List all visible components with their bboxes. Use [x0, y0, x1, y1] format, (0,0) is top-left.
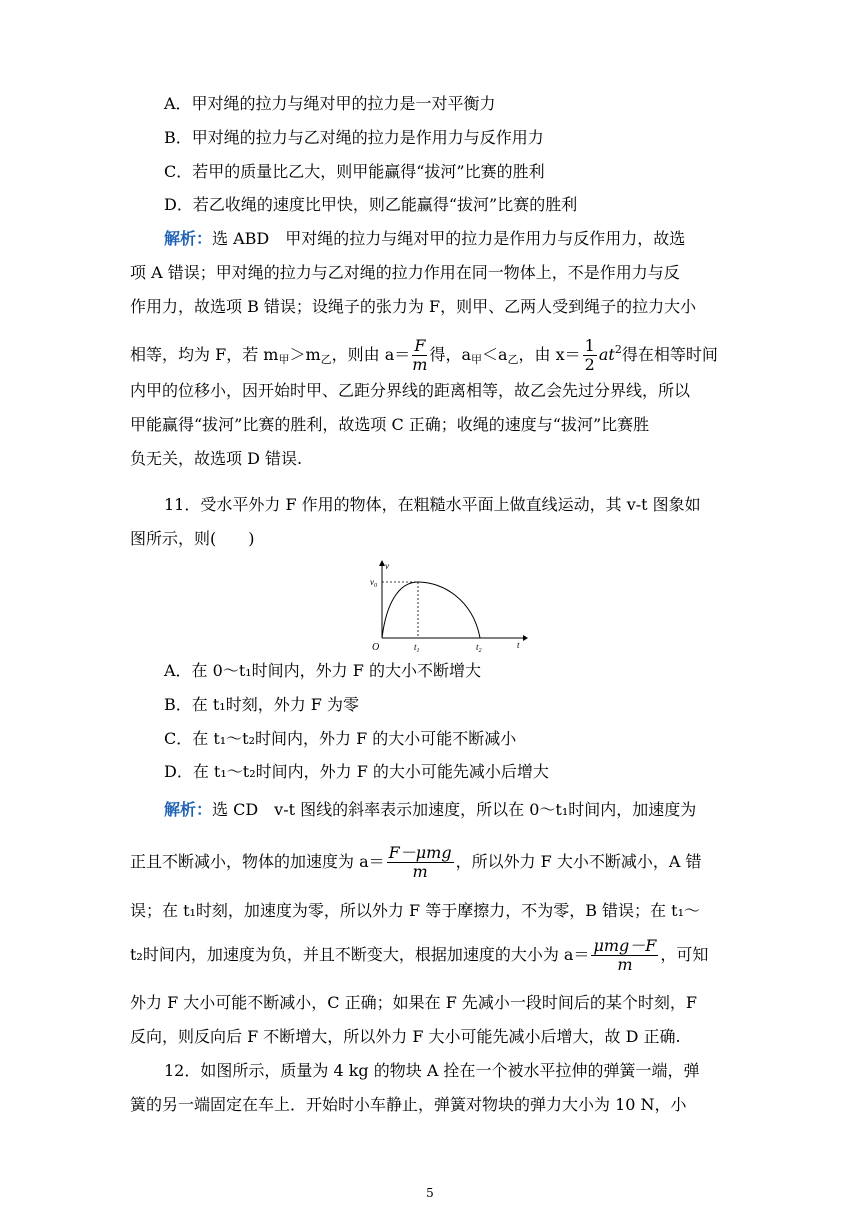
- q11-analysis-line-1: 解析：选 CD v-t 图线的斜率表示加速度，所以在 0～t₁时间内，加速度为: [164, 800, 697, 819]
- fraction-accel-1: $\frac{\text{F－μmg}}{m}$: [388, 843, 452, 881]
- t1-label: $t_1$: [414, 642, 420, 654]
- q10-option-a: A．甲对绳的拉力与绳对甲的拉力是一对平衡力: [164, 94, 496, 113]
- q11-analysis-line-5: 外力 F 大小可能不断减小，C 正确；如果在 F 先减小一段时间后的某个时刻，F: [130, 993, 697, 1012]
- page-number: 5: [426, 1186, 434, 1200]
- fraction-accel-2: $\frac{\text{μmg－F}}{m}$: [593, 936, 657, 974]
- q10-analysis-line-4: 相等，均为 F，若 $m_甲>m_乙$，则由 a＝ $\frac{F}{m}$ 得，$a_甲<a_乙$，由 x＝ $\frac{1}{2}$ $at^2$得在相等时间: [130, 336, 718, 374]
- q11-option-b: B．在 t₁时刻，外力 F 为零: [164, 695, 359, 714]
- q11-analysis-line-4: t₂时间内，加速度为负，并且不断变大，根据加速度的大小为 a＝ $\frac{\text{μmg－F}}{m}$ ，可知: [130, 936, 709, 974]
- q10-analysis-line-6: 甲能赢得“拔河”比赛的胜利，故选项 C 正确；收绳的速度与“拔河”比赛胜: [130, 415, 650, 434]
- t2-label: $t_2$: [476, 642, 482, 654]
- t-axis-label: t: [517, 640, 520, 650]
- q11-stem-line-1: 11．受水平外力 F 作用的物体，在粗糙水平面上做直线运动，其 v-t 图象如: [164, 495, 701, 514]
- q10-analysis-line-5: 内甲的位移小，因开始时甲、乙距分界线的距离相等，故乙会先过分界线，所以: [130, 381, 691, 400]
- q11-analysis-line-2: 正且不断减小，物体的加速度为 a＝ $\frac{\text{F－μmg}}{m}$ ，所以外力 F 大小不断减小，A 错: [130, 843, 702, 881]
- q11-analysis-line-3: 误；在 t₁时刻，加速度为零，所以外力 F 等于摩擦力，不为零，B 错误；在 t₁～: [130, 901, 700, 920]
- q10-option-c: C．若甲的质量比乙大，则甲能赢得“拔河”比赛的胜利: [164, 162, 545, 181]
- q10-analysis-line-2: 项 A 错误；甲对绳的拉力与乙对绳的拉力作用在同一物体上，不是作用力与反: [130, 263, 680, 282]
- origin-label: O: [372, 642, 380, 653]
- q11-option-c: C．在 t₁～t₂时间内，外力 F 的大小可能不断减小: [164, 729, 517, 748]
- q10-option-b: B．甲对绳的拉力与乙对绳的拉力是作用力与反作用力: [164, 128, 544, 147]
- q10-analysis-line-1: [164, 229, 685, 249]
- fraction-one-half: $\frac{1}{2}$: [584, 336, 595, 374]
- q10-analysis-line-7: 负无关，故选项 D 错误.: [130, 449, 303, 468]
- q10-analysis-text: 选 ABD 甲对绳的拉力与绳对甲的拉力是作用力与反作用力，故选: [212, 229, 686, 248]
- analysis-label: 解析：: [164, 800, 213, 819]
- q11-stem-line-2: 图所示，则( ): [130, 529, 255, 548]
- v-axis-label: v: [385, 561, 389, 571]
- t-axis-arrow: [523, 635, 528, 641]
- analysis-label: 解析：: [164, 229, 213, 248]
- q12-line-1: 12．如图所示，质量为 4 kg 的物块 A 拴在一个被水平拉伸的弹簧一端，弹: [164, 1061, 700, 1080]
- q10-analysis-line-3: 作用力，故选项 B 错误；设绳子的张力为 F，则甲、乙两人受到绳子的拉力大小: [130, 297, 697, 316]
- fraction-f-over-m: $\frac{F}{m}$: [412, 336, 428, 374]
- q10-option-d: D．若乙收绳的速度比甲快，则乙能赢得“拔河”比赛的胜利: [164, 195, 578, 214]
- q12-line-2: 簧的另一端固定在车上．开始时小车静止，弹簧对物块的弹力大小为 10 N，小: [130, 1095, 687, 1114]
- q11-analysis-line-6: 反向，则反向后 F 不断增大，所以外力 F 大小可能先减小后增大，故 D 正确.: [130, 1027, 681, 1046]
- v-t-curve: [382, 582, 480, 638]
- q11-option-a: A．在 0～t₁时间内，外力 F 的大小不断增大: [164, 661, 481, 680]
- q11-option-d: D．在 t₁～t₂时间内，外力 F 的大小可能先减小后增大: [164, 762, 549, 781]
- v-t-graph: [368, 560, 528, 660]
- v0-label: $v_0$: [370, 577, 377, 589]
